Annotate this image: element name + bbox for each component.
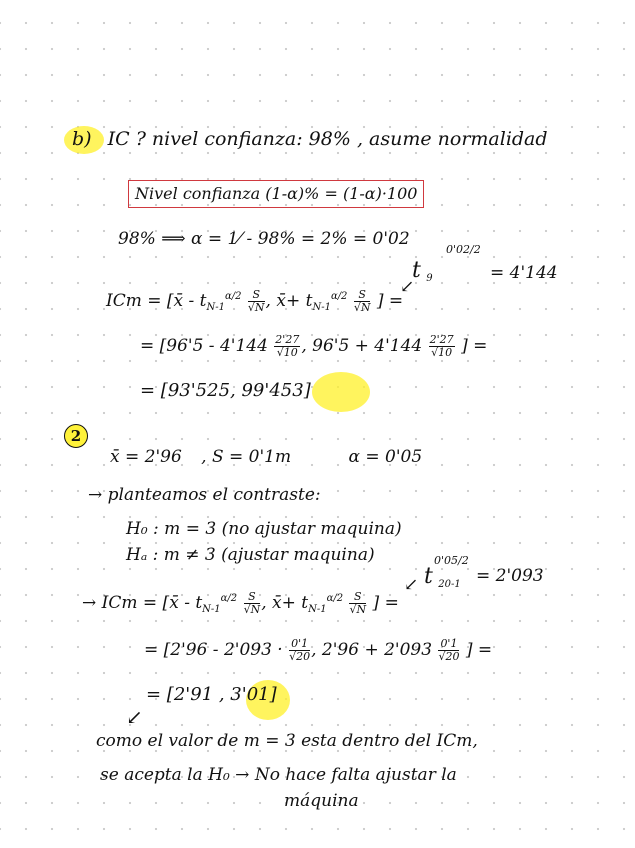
t-sub: 9 <box>426 273 433 284</box>
ic-frac-2: $\frac{S}{√N}$ <box>353 288 371 314</box>
part-b-heading: IC ? nivel confianza: 98% , asume normalidad <box>107 128 548 150</box>
ha-line: Hₐ : m ≠ 3 (ajustar maquina) <box>126 545 375 565</box>
givens-x: x̄ = 2'96 <box>110 447 182 467</box>
t-symbol-2: t <box>424 564 433 589</box>
conclusion-1: como el valor de m = 3 esta dentro del ICm, <box>96 731 478 751</box>
t-sub-2: 20-1 <box>438 579 461 590</box>
t-critical-2 <box>424 566 461 596</box>
result-b: = [93'525, 99'453] <box>140 380 311 401</box>
ic-sup-2: α/2 <box>330 291 348 302</box>
ic-sup: α/2 <box>225 291 242 302</box>
t-critical-b <box>412 260 433 290</box>
part-b-heading-row <box>72 128 548 150</box>
result-2: = [2'91 , 3'01] <box>146 684 277 705</box>
arrow-to-conclusion: ↙ <box>126 705 143 729</box>
t-sup-2: 0'05/2 <box>434 554 469 567</box>
ic-lead: ICm = [ <box>106 291 174 311</box>
h0-line: H₀ : m = 3 (no ajustar maquina) <box>126 519 402 539</box>
t-value-b: = 4'144 <box>490 263 558 283</box>
ic-xbar: x̄ <box>173 291 184 311</box>
result-highlight-b <box>312 372 370 412</box>
ic-formula-b: ICm = [x̄ - $t_{N-1}^{\alpha/2}$ $\frac{S}{√N}$ , x̄+ $t_{N-1}^{\alpha/2}$ $\frac{S}{√N}$ ] = <box>106 288 404 314</box>
ic-minus: - t <box>188 291 207 311</box>
arrow-to-t-2: ↙ <box>404 575 419 595</box>
boxed-formula: Nivel confianza (1-α)% = (1-α)·100 <box>128 180 424 208</box>
ic-frac: $\frac{S}{√N}$ <box>247 288 265 314</box>
part-b-label: b) <box>72 128 92 150</box>
ic-formula-2: → ICm = [x̄ - $t_{N-1}^{\alpha/2}$ $\frac{S}{√N}$ , x̄+ $t_{N-1}^{\alpha/2}$ $\frac{S}{√N}$ ] = <box>82 590 399 616</box>
ic-close: ] = <box>376 291 404 311</box>
givens-row <box>110 446 422 468</box>
ic2-frac: $\frac{S}{√N}$ <box>243 590 261 616</box>
t-symbol: t <box>412 258 421 283</box>
t-sup-b: 0'02/2 <box>446 243 481 256</box>
conclusion-2: se acepta la H₀ → No hace falta ajustar la <box>100 765 457 785</box>
contrast-intro: → planteamos el contraste: <box>88 485 321 505</box>
problem-number-2: 2 <box>64 424 88 448</box>
givens-alpha: α = 0'05 <box>348 447 423 467</box>
step2-frac: $\frac{0'1}{√20}$ <box>289 637 311 663</box>
alpha-line: 98% ⟹ α = 1⁄ - 98% = 2% = 0'02 <box>118 229 410 249</box>
step1-frac: $\frac{2'27}{√10}$ <box>275 333 300 359</box>
givens-s: , S = 0'1m <box>201 447 292 467</box>
conclusion-3: máquina <box>284 791 359 811</box>
ic2-frac-2: $\frac{S}{√N}$ <box>349 590 367 616</box>
t-value-2: = 2'093 <box>476 566 544 586</box>
arrow-to-t-b: ↙ <box>400 277 415 297</box>
step1-2: = [2'96 - 2'093 · $\frac{0'1}{√20}$ , 2'96 + 2'093 $\frac{0'1}{√20}$ ] = <box>144 637 493 663</box>
ic-sub-2: N-1 <box>312 302 331 313</box>
step2-frac-2: $\frac{0'1}{√20}$ <box>438 637 460 663</box>
ic-xbar-2: x̄ <box>276 291 286 311</box>
step1-frac-2: $\frac{2'27}{√10}$ <box>429 333 454 359</box>
ic-plus: + t <box>285 291 313 311</box>
step1-b: = [96'5 - 4'144 $\frac{2'27}{√10}$ , 96'5 + 4'144 $\frac{2'27}{√10}$ ] = <box>140 333 488 359</box>
ic-sub: N-1 <box>206 302 226 313</box>
